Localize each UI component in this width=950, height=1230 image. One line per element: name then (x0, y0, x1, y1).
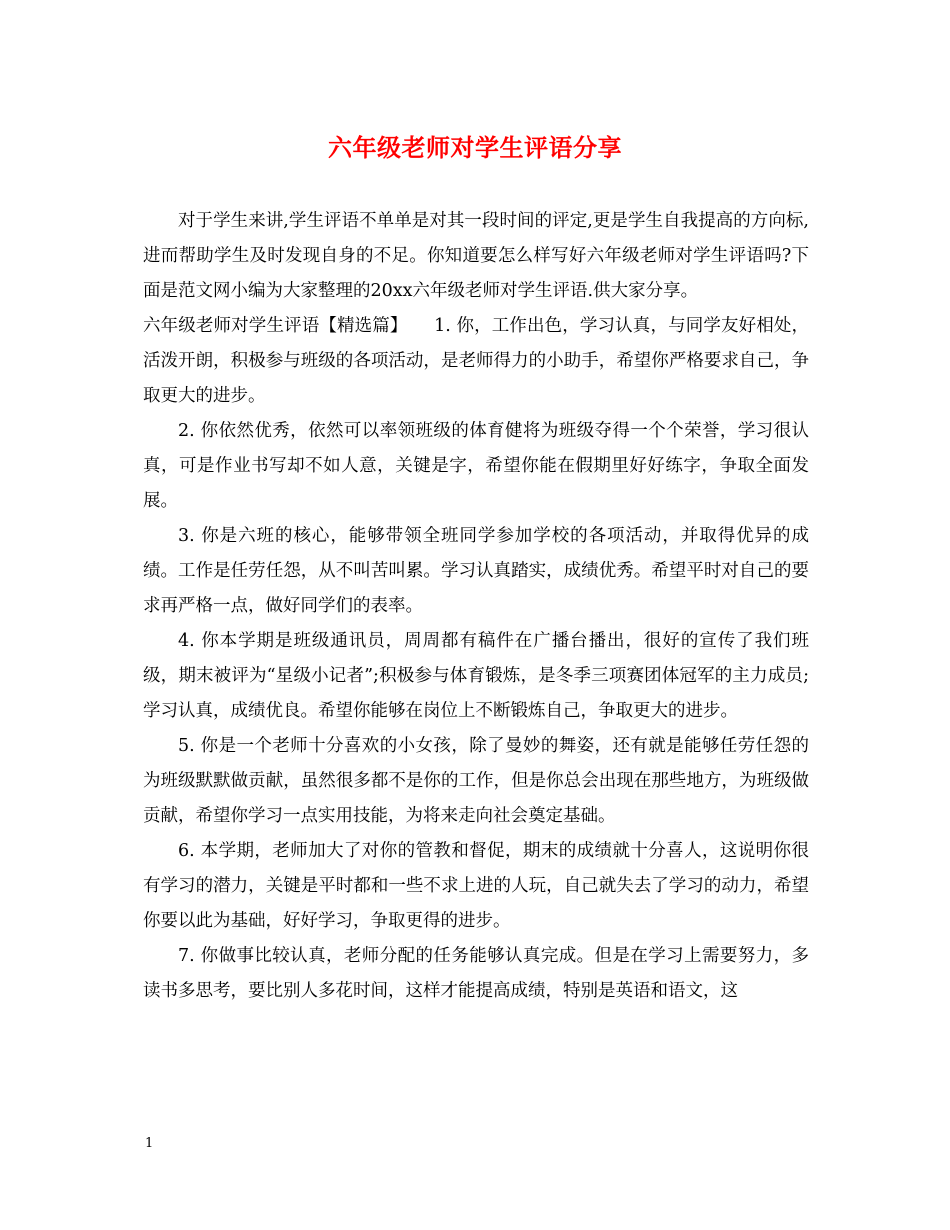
section-heading: 六年级老师对学生评语【精选篇】 (143, 316, 399, 336)
comment-item-3: 3. 你是六班的核心，能够带领全班同学参加学校的各项活动，并取得优异的成绩。工作是任劳任怨，从不叫苦叫累。学习认真踏实，成绩优秀。希望平时对自己的要求再严格一点，做好同学们的表率。 (143, 526, 809, 616)
comment-item-1: 1. 你，工作出色，学习认真，与同学友好相处，活泼开朗，积极参与班级的各项活动，是老师得力的小助手，希望你严格要求自己，争取更大的进步。 (143, 316, 810, 406)
comment-item-5: 5. 你是一个老师十分喜欢的小女孩，除了曼妙的舞姿，还有就是能够任劳任怨的为班级默默做贡献，虽然很多都不是你的工作，但是你总会出现在那些地方，为班级做贡献，希望你学习一点实用技能，为将来走向社会奠定基础。 (143, 736, 809, 826)
comment-item-4: 4. 你本学期是班级通讯员，周周都有稿件在广播台播出，很好的宣传了我们班级，期末被评为“星级小记者”;积极参与体育锻炼，是冬季三项赛团体冠军的主力成员;学习认真，成绩优良。希望你能够在岗位上不断锻炼自己，争取更大的进步。 (143, 631, 809, 721)
page-number: 1 (145, 1136, 154, 1151)
section-paragraph (143, 309, 809, 414)
comment-item-2: 2. 你依然优秀，依然可以率领班级的体育健将为班级夺得一个个荣誉，学习很认真，可是作业书写却不如人意，关键是字，希望你能在假期里好好练字，争取全面发展。 (143, 421, 809, 511)
heading-gap (399, 316, 434, 336)
document-body (143, 204, 809, 1009)
document-title: 六年级老师对学生评语分享 (328, 133, 622, 162)
comment-item-7: 7. 你做事比较认真，老师分配的任务能够认真完成。但是在学习上需要努力，多读书多思考，要比别人多花时间，这样才能提高成绩，特别是英语和语文，这 (143, 946, 809, 1001)
intro-paragraph: 对于学生来讲,学生评语不单单是对其一段时间的评定,更是学生自我提高的方向标,进而帮助学生及时发现自身的不足。你知道要怎么样写好六年级老师对学生评语吗?下面是范文网小编为大家整理的20xx六年级老师对学生评语.供大家分享。 (143, 211, 809, 301)
comment-item-6: 6. 本学期，老师加大了对你的管教和督促，期末的成绩就十分喜人，这说明你很有学习的潜力，关键是平时都和一些不求上进的人玩，自己就失去了学习的动力，希望你要以此为基础，好好学习，争取更得的进步。 (143, 841, 809, 931)
